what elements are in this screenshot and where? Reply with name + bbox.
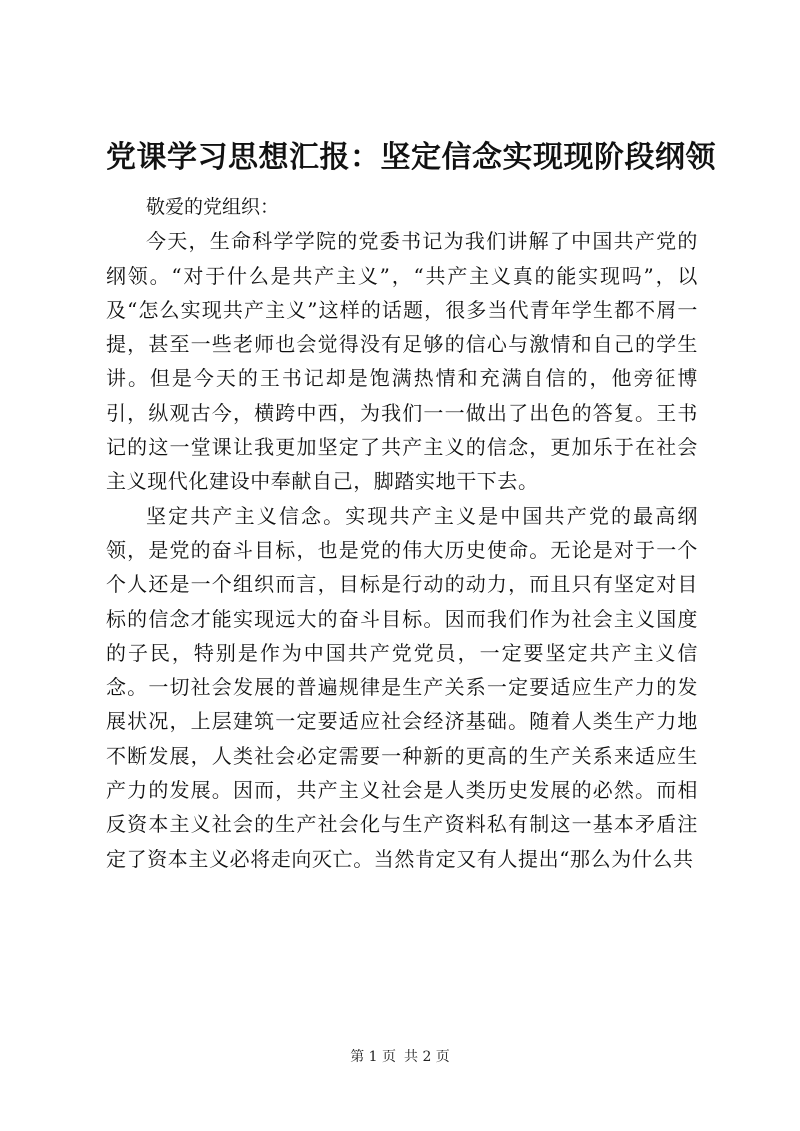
page-title: 党课学习思想汇报：坚定信念实现现阶段纲领 <box>106 140 716 175</box>
page-footer <box>0 1047 800 1067</box>
paragraph-1: 今天，生命科学学院的党委书记为我们讲解了中国共产党的纲领。“对于什么是共产主义”，“共产主义真的能实现吗”，以及“怎么实现共产主义”这样的话题，很多当代青年学生都不屑一提，甚至一些老师也会觉得没有足够的信心与激情和自己的学生讲。但是今天的王书记却是饱满热情和充满自信的，他旁征博引，纵观古今，横跨中西，为我们一一做出了出色的答复。王书记的这一堂课让我更加坚定了共产主义的信念，更加乐于在社会主义现代化建设中奉献自己，脚踏实地干下去。 <box>106 229 698 494</box>
page-total: 共 2 页 <box>404 1049 450 1065</box>
document-body <box>106 190 698 876</box>
page-number: 第 1 页 <box>350 1049 396 1065</box>
paragraph-2: 坚定共产主义信念。实现共产主义是中国共产党的最高纲领，是党的奋斗目标，也是党的伟大历史使命。无论是对于一个个人还是一个组织而言，目标是行动的动力，而且只有坚定对目标的信念才能实现远大的奋斗目标。因而我们作为社会主义国度的子民，特别是作为中国共产党党员，一定要坚定共产主义信念。一切社会发展的普遍规律是生产关系一定要适应生产力的发展状况，上层建筑一定要适应社会经济基础。随着人类生产力地不断发展，人类社会必定需要一种新的更高的生产关系来适应生产力的发展。因而，共产主义社会是人类历史发展的必然。而相反资本主义社会的生产社会化与生产资料私有制这一基本矛盾注定了资本主义必将走向灭亡。当然肯定又有人提出“那么为什么共 <box>106 503 698 871</box>
salutation: 敬爱的党组织： <box>146 196 280 218</box>
